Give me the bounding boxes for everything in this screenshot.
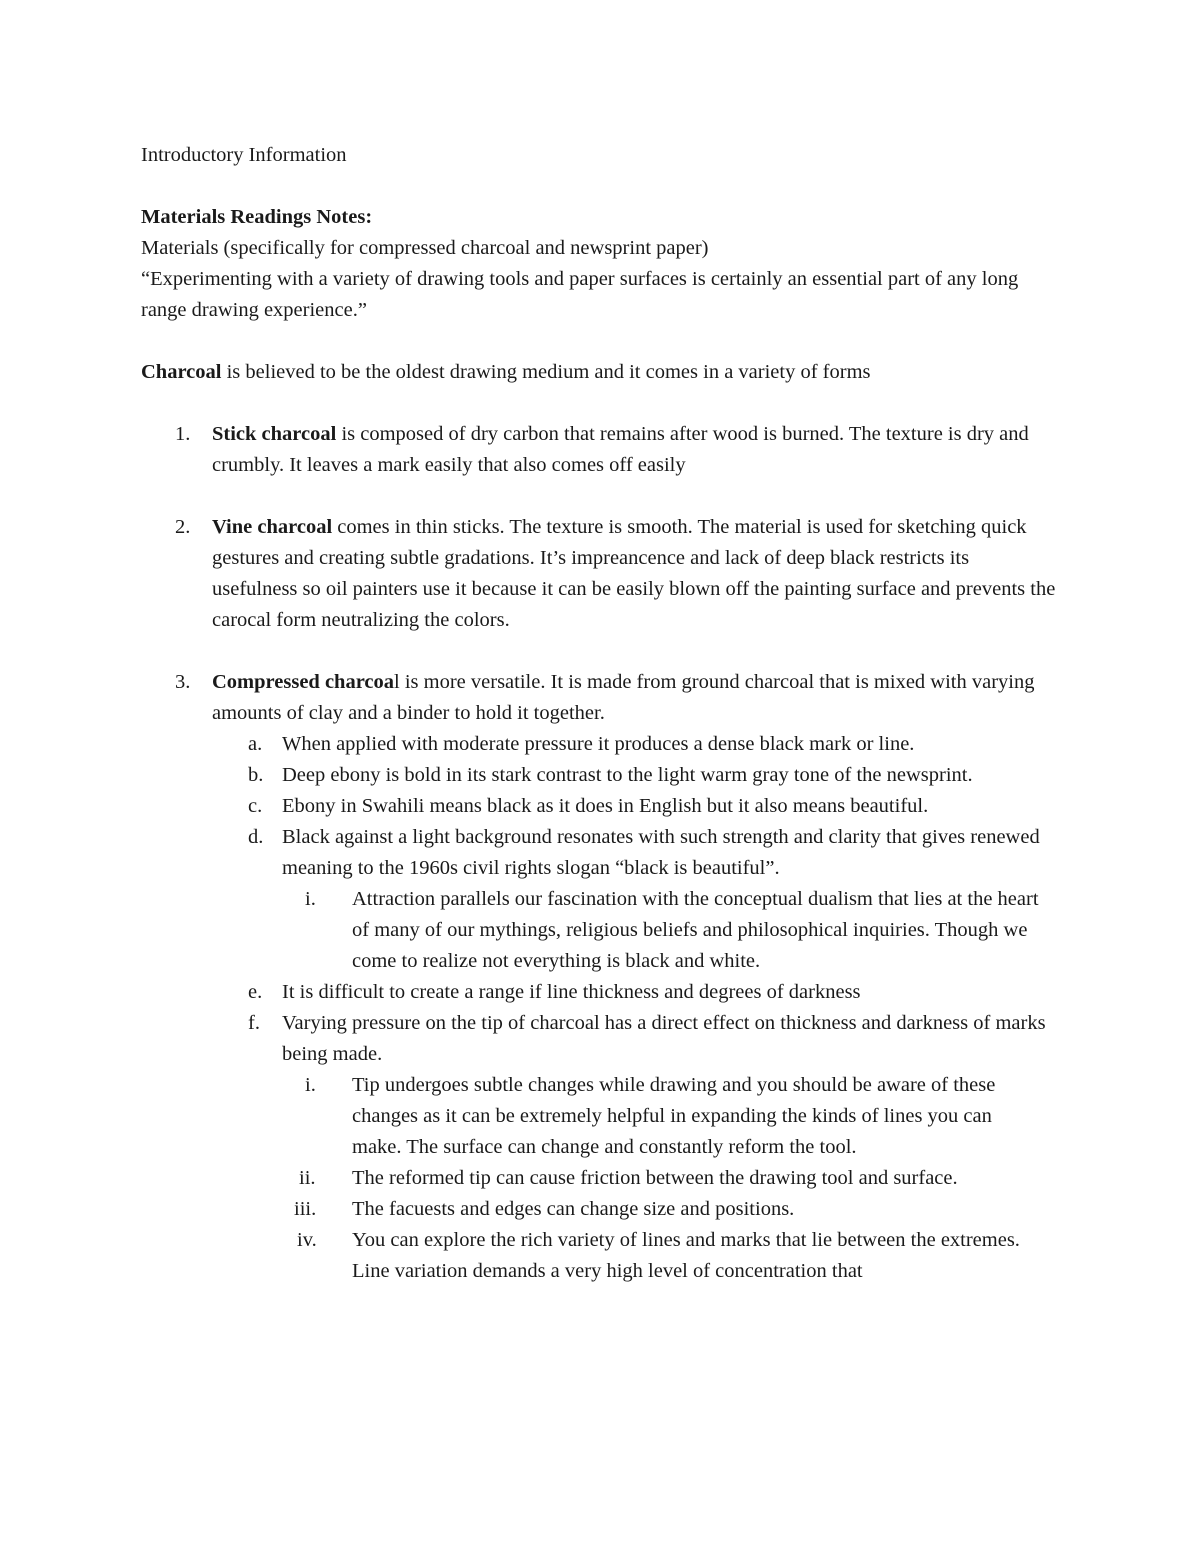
list-item: c. Ebony in Swahili means black as it does in English but it also means beautiful. <box>248 795 929 817</box>
list-item: ii. The reformed tip can cause friction between the drawing tool and surface. <box>299 1167 958 1189</box>
list-item: i. Attraction parallels our fascination with the conceptual dualism that lies at the heart of many of our mythings, religious beliefs and philosophical inquiries. Though we come to realize not everything is black and white. <box>305 888 1039 972</box>
list-item: 2. Vine charcoal comes in thin sticks. The texture is smooth. The material is used for sketching quick gestures and creating subtle gradations. It’s impreancence and lack of deep black restricts its usefulness so oil painters use it because it can be easily blown off the painting surface and prevents the carocal form neutralizing the colors. <box>175 516 1056 631</box>
doc-heading: Introductory Information <box>141 144 347 166</box>
materials-line: Materials (specifically for compressed charcoal and newsprint paper) <box>141 237 709 259</box>
section-title: Materials Readings Notes: <box>141 206 373 228</box>
document-body <box>141 140 1061 1287</box>
list-item: 1. Stick charcoal is composed of dry carbon that remains after wood is burned. The texture is dry and crumbly. It leaves a mark easily that also comes off easily <box>175 423 1029 476</box>
list-item: d. Black against a light background resonates with such strength and clarity that gives renewed meaning to the 1960s civil rights slogan “black is beautiful”. <box>248 826 1040 879</box>
list-item: e. It is difficult to create a range if line thickness and degrees of darkness <box>248 981 861 1003</box>
list-item: a. When applied with moderate pressure it produces a dense black mark or line. <box>248 733 915 755</box>
list-item: b. Deep ebony is bold in its stark contrast to the light warm gray tone of the newsprint. <box>248 764 973 786</box>
quote: “Experimenting with a variety of drawing tools and paper surfaces is certainly an essential part of any long range drawing experience.” <box>141 268 1019 321</box>
list-item: f. Varying pressure on the tip of charcoal has a direct effect on thickness and darkness of marks being made. <box>248 1012 1046 1065</box>
list-item: iv. You can explore the rich variety of lines and marks that lie between the extremes. Line variation demands a very high level of concentration that <box>297 1229 1020 1282</box>
sublist <box>248 729 1057 1287</box>
list-item: i. Tip undergoes subtle changes while drawing and you should be aware of these changes as it can be extremely helpful in expanding the kinds of lines you can make. The surface can change and constantly reform the tool. <box>305 1074 996 1158</box>
list-item: 3. Compressed charcoal is more versatile. It is made from ground charcoal that is mixed with varying amounts of clay and a binder to hold it together. <box>175 671 1035 724</box>
charcoal-intro: Charcoal is believed to be the oldest drawing medium and it comes in a variety of forms <box>141 361 871 383</box>
list-item: iii. The facuests and edges can change size and positions. <box>294 1198 795 1220</box>
